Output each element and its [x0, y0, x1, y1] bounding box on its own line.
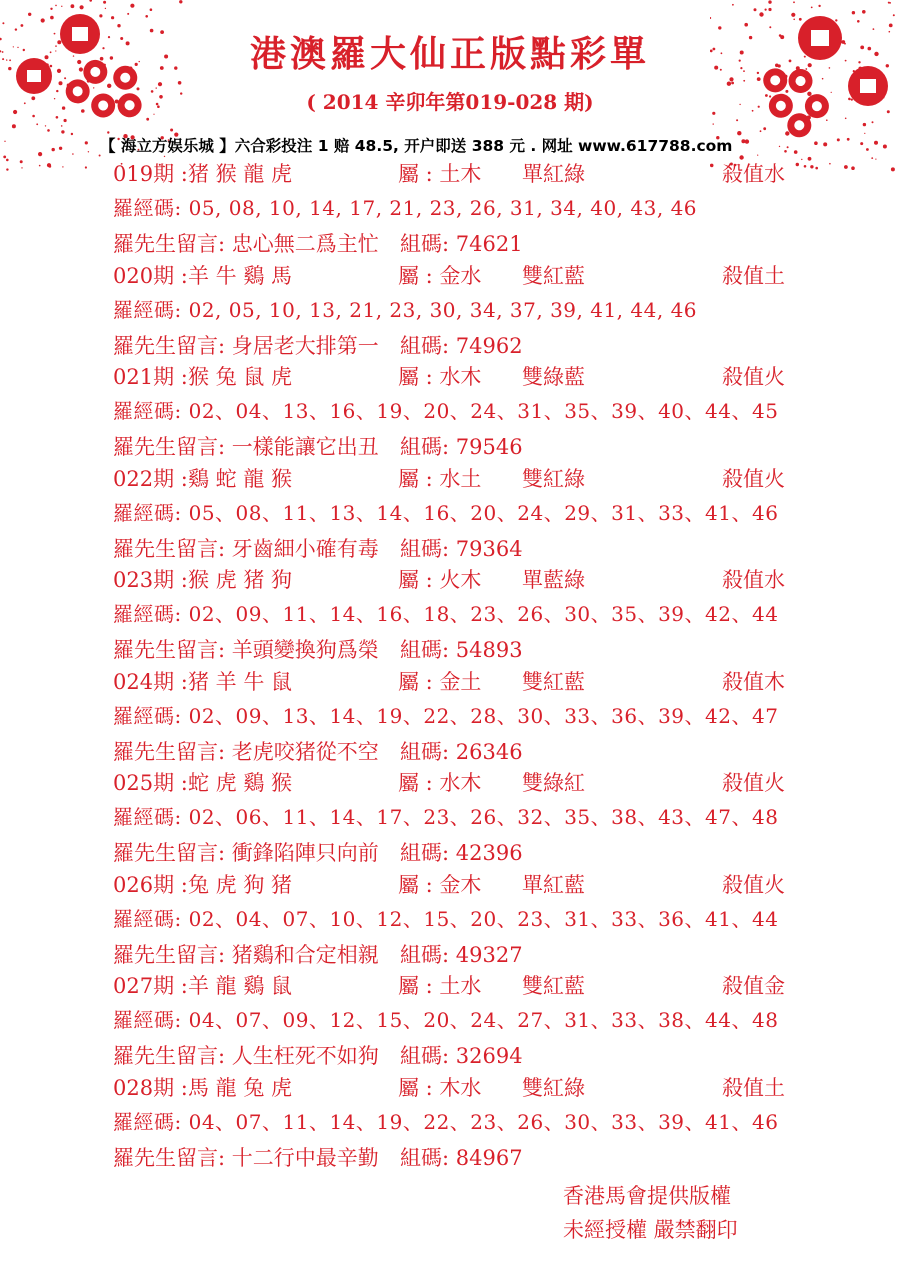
period-zodiac: 猪 羊 牛 鼠: [188, 669, 293, 694]
period-kill: 殺值水: [722, 162, 785, 186]
warning-line: 未經授權 嚴禁翻印: [563, 1218, 738, 1242]
period-label: 023期 :: [113, 568, 188, 592]
period-attribute: 屬 : 金土: [398, 669, 482, 694]
period-wave: 單紅藍: [522, 872, 585, 897]
period-attribute: 屬 : 金水: [398, 263, 482, 288]
period-numbers: 羅經碼: 05、08、11、13、14、16、20、24、29、31、33、41、46: [113, 500, 779, 525]
period-zodiac: 羊 牛 鷄 馬: [188, 263, 293, 288]
period-zodiac: 馬 龍 兔 虎: [188, 1075, 293, 1100]
period-label: 024期 :: [113, 669, 188, 694]
period-zodiac: 蛇 虎 鷄 猴: [188, 771, 293, 795]
period-wave: 單紅綠: [522, 162, 585, 186]
period-group-code: 組碼: 26346: [400, 739, 523, 764]
period-message: 羅先生留言: 猪鷄和合定相親: [113, 942, 379, 967]
period-numbers: 羅經碼: 02、09、11、14、16、18、23、26、30、35、39、42、44: [113, 602, 779, 626]
period-zodiac: 羊 龍 鷄 鼠: [188, 974, 293, 998]
page-subtitle: ( 2014 辛卯年第019-028 期): [306, 90, 594, 114]
period-label: 028期 :: [113, 1075, 188, 1100]
period-group-code: 組碼: 74962: [400, 333, 523, 358]
period-zodiac: 猴 虎 猪 狗: [188, 568, 293, 592]
period-attribute: 屬 : 火木: [398, 568, 482, 592]
period-message: 羅先生留言: 老虎咬猪從不空: [113, 739, 379, 764]
period-label: 027期 :: [113, 974, 188, 998]
period-attribute: 屬 : 木水: [398, 1075, 482, 1100]
period-kill: 殺值木: [722, 669, 785, 694]
period-wave: 雙綠藍: [522, 365, 585, 389]
period-wave: 雙綠紅: [522, 771, 585, 795]
period-attribute: 屬 : 金木: [398, 872, 482, 897]
period-group-code: 組碼: 84967: [400, 1145, 523, 1170]
period-numbers: 羅經碼: 02、06、11、14、17、23、26、32、35、38、43、47、48: [113, 805, 779, 829]
period-kill: 殺值水: [722, 568, 785, 592]
period-numbers: 羅經碼: 05, 08, 10, 14, 17, 21, 23, 26, 31, 34, 40, 43, 46: [113, 196, 698, 220]
period-group-code: 組碼: 49327: [400, 942, 523, 967]
period-kill: 殺值火: [722, 872, 785, 897]
period-wave: 單藍綠: [522, 568, 585, 592]
period-message: 羅先生留言: 衝鋒陷陣只向前: [113, 841, 379, 865]
period-kill: 殺值土: [722, 263, 785, 288]
period-label: 021期 :: [113, 365, 188, 389]
period-group-code: 組碼: 79546: [400, 435, 523, 459]
period-label: 020期 :: [113, 263, 188, 288]
period-numbers: 羅經碼: 04、07、09、12、15、20、24、27、31、33、38、44、48: [113, 1008, 779, 1032]
period-attribute: 屬 : 土水: [398, 974, 482, 998]
period-group-code: 組碼: 42396: [400, 841, 523, 865]
period-label: 025期 :: [113, 771, 188, 795]
copyright-line: 香港馬會提供版權: [563, 1184, 731, 1208]
period-attribute: 屬 : 水土: [398, 466, 482, 491]
period-zodiac: 兔 虎 狗 猪: [188, 872, 293, 897]
period-wave: 雙紅藍: [522, 263, 585, 288]
period-label: 019期 :: [113, 162, 188, 186]
period-numbers: 羅經碼: 02、09、13、14、19、22、28、30、33、36、39、42、47: [113, 703, 779, 728]
period-message: 羅先生留言: 忠心無二爲主忙: [113, 232, 379, 256]
period-numbers: 羅經碼: 02、04、13、16、19、20、24、31、35、39、40、44、45: [113, 399, 779, 423]
period-wave: 雙紅綠: [522, 466, 585, 491]
period-numbers: 羅經碼: 02、04、07、10、12、15、20、23、31、33、36、41、44: [113, 906, 779, 931]
period-kill: 殺值火: [722, 365, 785, 389]
period-zodiac: 猪 猴 龍 虎: [188, 162, 293, 186]
period-zodiac: 猴 兔 鼠 虎: [188, 365, 293, 389]
period-label: 022期 :: [113, 466, 188, 491]
period-message: 羅先生留言: 人生枉死不如狗: [113, 1044, 379, 1068]
period-numbers: 羅經碼: 02, 05, 10, 13, 21, 23, 30, 34, 37, 39, 41, 44, 46: [113, 297, 698, 322]
period-group-code: 組碼: 54893: [400, 638, 523, 662]
period-message: 羅先生留言: 牙齒細小確有毒: [113, 536, 379, 561]
period-wave: 雙紅藍: [522, 669, 585, 694]
period-message: 羅先生留言: 身居老大排第一: [113, 333, 379, 358]
period-group-code: 組碼: 74621: [400, 232, 523, 256]
period-wave: 雙紅藍: [522, 974, 585, 998]
period-message: 羅先生留言: 十二行中最辛勤: [113, 1145, 379, 1170]
period-kill: 殺值火: [722, 466, 785, 491]
period-message: 羅先生留言: 一樣能讓它出丑: [113, 435, 379, 459]
page-title: 港澳羅大仙正版點彩單: [249, 33, 650, 75]
period-attribute: 屬 : 水木: [398, 365, 482, 389]
period-label: 026期 :: [113, 872, 188, 897]
period-kill: 殺值火: [722, 771, 785, 795]
period-numbers: 羅經碼: 04、07、11、14、19、22、23、26、30、33、39、41、46: [113, 1109, 779, 1134]
period-kill: 殺值金: [722, 974, 785, 998]
period-attribute: 屬 : 土木: [398, 162, 482, 186]
period-attribute: 屬 : 水木: [398, 771, 482, 795]
period-zodiac: 鷄 蛇 龍 猴: [188, 466, 293, 491]
period-wave: 雙紅綠: [522, 1075, 585, 1100]
period-kill: 殺值土: [722, 1075, 785, 1100]
period-group-code: 組碼: 32694: [400, 1044, 523, 1068]
ad-banner: 【 海立方娱乐城 】六合彩投注 1 赔 48.5, 开户即送 388 元 . 网址 www.617788.com: [100, 137, 733, 155]
period-group-code: 組碼: 79364: [400, 536, 523, 561]
period-message: 羅先生留言: 羊頭變換狗爲榮: [113, 638, 379, 662]
